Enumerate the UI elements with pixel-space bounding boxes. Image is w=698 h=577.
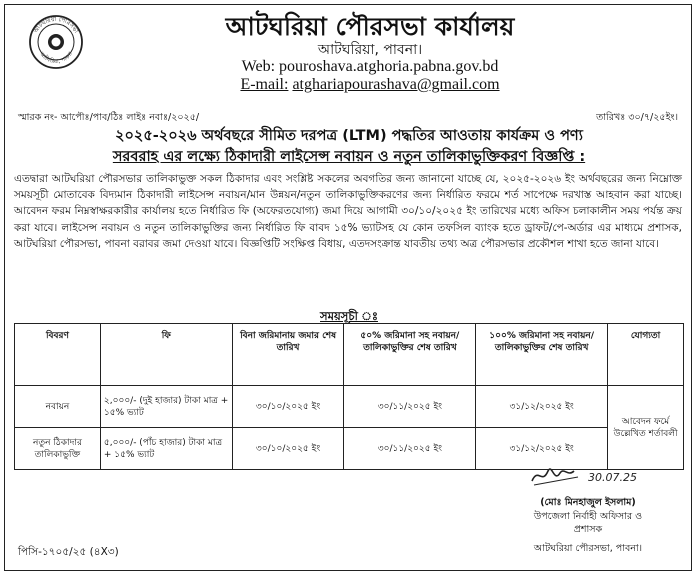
email-link[interactable]: atghariapourashava@gmail.com bbox=[292, 76, 500, 93]
row-deadline-100-fine: ৩১/১২/২০২৫ ইং bbox=[476, 386, 608, 428]
eligibility-cell: আবেদন ফর্মে উল্লেখিত শর্তাবলী bbox=[608, 386, 684, 470]
row-deadline-100-fine: ৩১/১২/২০২৫ ইং bbox=[476, 428, 608, 470]
table-header-row bbox=[15, 324, 684, 386]
header-deadline-100-fine: ১০০% জরিমানা সহ নবায়ন/তালিকাভুক্তির শেষ তারিখ bbox=[476, 324, 608, 386]
signatory-office: আটঘরিয়া পৌরসভা, পাবনা। bbox=[533, 543, 643, 554]
header-deadline-50-fine: ৫০% জরিমানা সহ নবায়ন/তালিকাভুক্তির শেষ তারিখ bbox=[344, 324, 476, 386]
notice-date: তারিখঃ ৩০/৭/২৫ইং। bbox=[596, 112, 678, 123]
header-deadline-no-fine: বিনা জরিমানায় জমার শেষ তারিখ bbox=[232, 324, 344, 386]
row-description: নবায়ন bbox=[15, 386, 101, 428]
header-fee: ফি bbox=[100, 324, 232, 386]
row-deadline-50-fine: ৩০/১১/২০২৫ ইং bbox=[344, 428, 476, 470]
header-description: বিবরণ bbox=[15, 324, 101, 386]
row-fee: ৫,০০০/- (পাঁচ হাজার) টাকা মাত্র + ১৫% ভ্যাট bbox=[100, 428, 232, 470]
row-deadline-no-fine: ৩০/১০/২০২৫ ইং bbox=[232, 428, 344, 470]
svg-text:আটঘরিয়া, পাবনা: আটঘরিয়া, পাবনা bbox=[37, 51, 75, 66]
pc-reference: পিসি-১৭০৫/২৫ (৪X৩) bbox=[18, 546, 119, 558]
schedule-heading: সময়সূচী ঃ bbox=[320, 309, 378, 323]
email-label: E-mail: bbox=[240, 76, 289, 93]
signatory-name: (মোঃ মিনহাজুল ইসলাম) bbox=[540, 497, 636, 508]
municipality-seal-icon bbox=[28, 14, 84, 70]
signatory-designation: উপজেলা নির্বাহী অফিসার ও bbox=[533, 511, 643, 522]
row-deadline-no-fine: ৩০/১০/২০২৫ ইং bbox=[232, 386, 344, 428]
row-deadline-50-fine: ৩০/১১/২০২৫ ইং bbox=[344, 386, 476, 428]
email-line bbox=[100, 76, 640, 94]
signature-date: 30.07.25 bbox=[588, 471, 637, 484]
svg-text:আটঘরিয়া পৌরসভা: আটঘরিয়া পৌরসভা bbox=[32, 15, 80, 35]
memo-number: স্মারক নং- আপৌঃ/পাব/ঠিঃ লাইঃ নবাঃ/২০২৫/ bbox=[18, 112, 200, 123]
notice-title-line2: সরবরাহ এর লক্ষ্যে ঠিকাদারী লাইসেন্স নবায়ন ও নতুন তালিকাভুক্তিকরণ বিজ্ঞপ্তি : bbox=[112, 149, 586, 165]
office-title: আটঘরিয়া পৌরসভা কার্যালয় bbox=[225, 12, 515, 41]
table-row bbox=[15, 386, 684, 428]
schedule-table bbox=[14, 323, 684, 470]
row-description: নতুন ঠিকাদার তালিকাভুক্তি bbox=[15, 428, 101, 470]
office-address: আটঘরিয়া, পাবনা। bbox=[317, 42, 423, 58]
row-fee: ২,০০০/- (দুই হাজার) টাকা মাত্র + ১৫% ভ্যাট bbox=[100, 386, 232, 428]
notice-title-line1: ২০২৫-২০২৬ অর্থবছরে সীমিত দরপত্র (LTM) পদ্ধতির আওতায় কার্যক্রম ও পণ্য bbox=[115, 128, 583, 144]
signatory-role: প্রশাসক bbox=[573, 524, 603, 535]
website-link[interactable]: Web: pouroshava.atghoria.pabna.gov.bd bbox=[241, 58, 499, 75]
handwritten-signature bbox=[528, 455, 648, 495]
notice-body: এতদ্বারা আটঘরিয়া পৌরসভার তালিকাভুক্ত সকল ঠিকাদার এবং সংশ্লিষ্ট সকলের অবগতির জন্য জানানো যাচ্ছে যে, ২০২৫-২০২৬ ইং অর্থবছরের জন্য নিম্নোক্ত সময়সূচী মোতাবেক বিদ্যমান ঠিকাদারী লাইসেন্স নবায়ন/মান উন্নয়ন/নতুন তালিকাভুক্তিকরণের জন্য নির্ধারিত ফরমে শর্ত সাপেক্ষে দরখাস্ত আহবান করা যাচ্ছে। আবেদন ফরম নিম্নস্বাক্ষরকারীর কার্যালয় হতে নির্ধারিত ফি (অফেরতযোগ্য) জমা দিয়ে আগামী ৩০/১০/২০২৫ ইং তারিখের মধ্যে অফিস চলাকালীন সময় পর্যন্ত ক্রয় করা যাবে। লাইসেন্স নবায়ন ও নতুন তালিকাভুক্তির জন্য নির্ধারিত ফি বাবদ ১৫% ভ্যাটসহ যে কোন তফসিল ব্যাংক হতে ড্রাফট/পে-অর্ডার এর মাধ্যমে প্রশাসক, আটঘরিয়া পৌরসভা, পাবনা বরাবর জমা দেওয়া যাবে। বিজ্ঞপ্তিটি সংক্ষিপ্ত বিধায়, এতদসংক্রান্ত যাবতীয় তথ্য অত্র পৌরসভার প্রকৌশল শাখা হতে জানা যাবে। bbox=[14, 173, 682, 250]
header-eligibility: যোগ্যতা bbox=[608, 324, 684, 386]
